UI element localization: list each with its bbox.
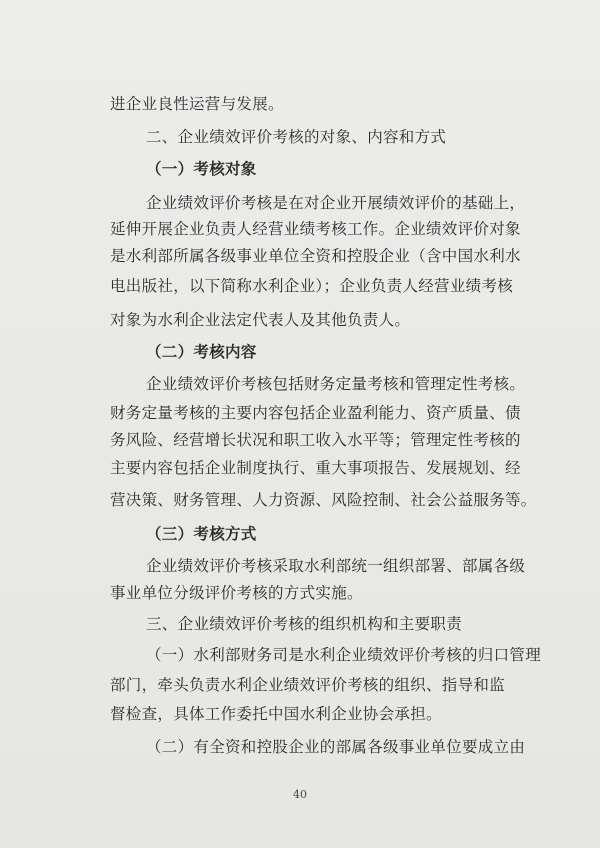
body-line: 督检查，具体工作委托中国水利企业协会承担。 bbox=[110, 705, 442, 723]
body-line: （二）有全资和控股企业的部属各级事业单位要成立由 bbox=[146, 738, 526, 756]
body-line: 延伸开展企业负责人经营业绩考核工作。企业绩效评价对象 bbox=[110, 220, 521, 238]
subsection-heading: （三）考核方式 bbox=[146, 524, 257, 543]
body-line: 营决策、财务管理、人力资源、风险控制、社会公益服务等。 bbox=[110, 491, 537, 509]
page-number: 40 bbox=[293, 788, 307, 801]
body-line: 是水利部所属各级事业单位全资和控股企业（含中国水利水 bbox=[110, 247, 521, 265]
body-line: 企业绩效评价考核包括财务定量考核和管理定性考核。 bbox=[146, 375, 526, 393]
section-heading: 三、企业绩效评价考核的组织机构和主要职责 bbox=[146, 615, 463, 633]
body-line: 事业单位分级评价考核的方式实施。 bbox=[110, 584, 363, 602]
body-line: 务风险、经营增长状况和职工收入水平等；管理定性考核的 bbox=[110, 431, 521, 449]
body-line: 部门，牵头负责水利企业绩效评价考核的组织、指导和监 bbox=[110, 676, 506, 694]
body-line: 财务定量考核的主要内容包括企业盈利能力、资产质量、债 bbox=[110, 404, 521, 422]
body-line: （一）水利部财务司是水利企业绩效评价考核的归口管理 bbox=[146, 646, 542, 664]
body-line: 主要内容包括企业制度执行、重大事项报告、发展规划、经 bbox=[110, 459, 521, 477]
body-line: 对象为水利企业法定代表人及其他负责人。 bbox=[110, 311, 411, 329]
body-line: 电出版社，以下简称水利企业）；企业负责人经营业绩考核 bbox=[110, 277, 514, 295]
body-line: 企业绩效评价考核采取水利部统一组织部署、部属各级 bbox=[146, 557, 526, 575]
subsection-heading: （二）考核内容 bbox=[146, 342, 257, 361]
body-line: 进企业良性运营与发展。 bbox=[110, 95, 284, 113]
body-line: 企业绩效评价考核是在对企业开展绩效评价的基础上， bbox=[146, 194, 526, 212]
section-heading: 二、企业绩效评价考核的对象、内容和方式 bbox=[146, 128, 447, 146]
subsection-heading: （一）考核对象 bbox=[146, 159, 257, 178]
